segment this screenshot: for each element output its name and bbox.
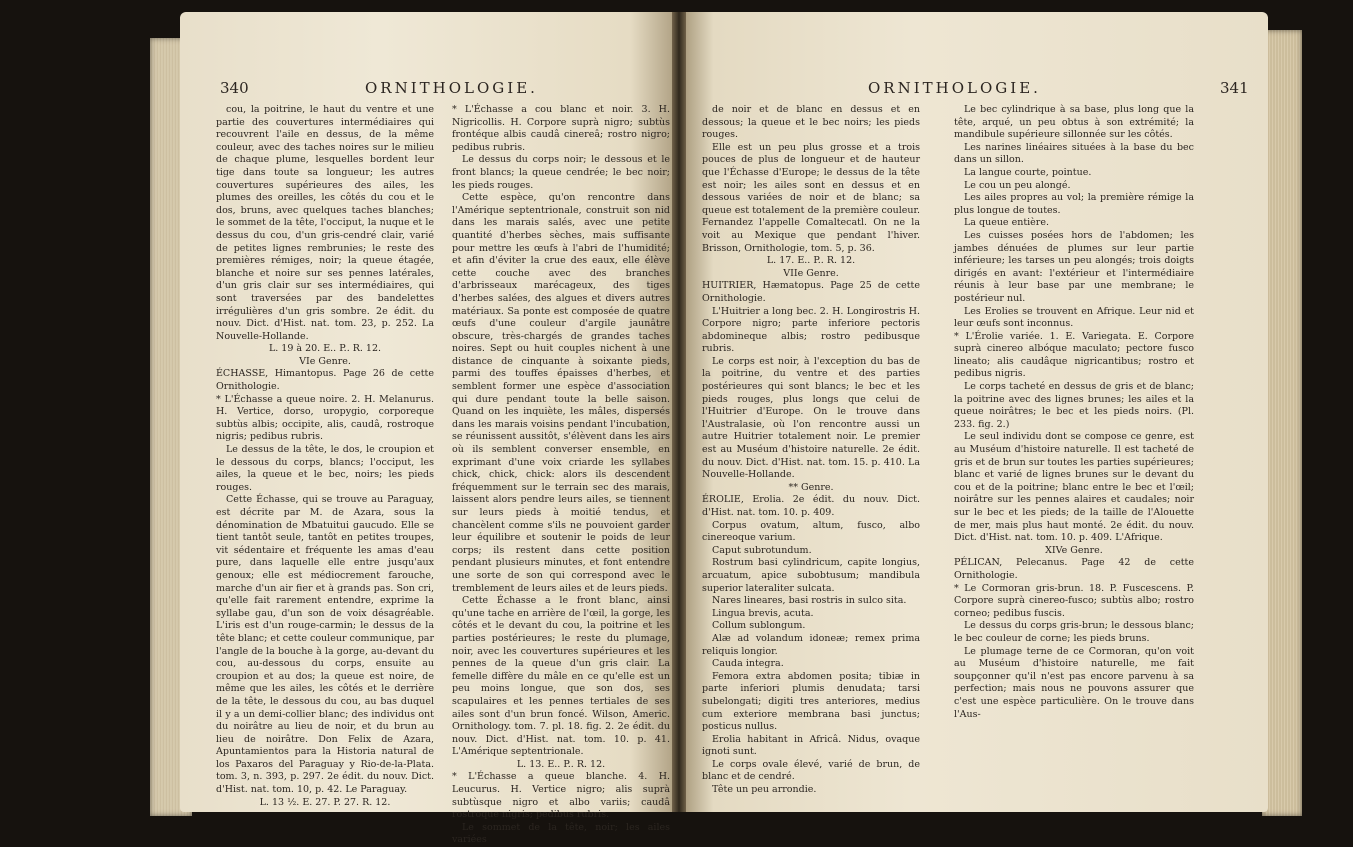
paragraph: PÉLICAN, Pelecanus. Page 42 de cette Ornithologie.	[954, 557, 1194, 581]
paragraph: * Le Cormoran gris-brun. 18. P. Fuscescens. P. Corpore suprà cinereo-fusco; subtùs albo; rostro corneo; pedibus fuscis.	[954, 582, 1194, 619]
paragraph: L. 19 à 20. E.. P.. R. 12.	[268, 343, 382, 355]
paragraph: ÉCHASSE, Himantopus. Page 26 de cette Ornithologie.	[216, 368, 434, 393]
paragraph: Les narines linéaires situées à la base du bec dans un sillon.	[954, 141, 1194, 166]
paragraph: Le seul individu dont se compose ce genre, est au Muséum d'histoire naturelle. Il est tacheté de gris et de brun sur toutes les parties supérieures; blanc et varié de lignes brunes sur le devant du cou et de la poitrine; blanc entre le bec et l'œil; noirâtre sur les pennes alaires et caudales; noir sur le bec et les pieds; de la taille de l'Alouette de mer, mais plus haut monté. 2e édit. du nouv. Dict. d'Hist. nat. tom. 10. p. 409. L'Afrique.	[954, 431, 1194, 544]
paragraph: Rostrum basi cylindricum, capite longius, arcuatum, apice subobtusum; mandibula superior lateraliter sulcata.	[702, 557, 920, 594]
paragraph: XIVe Genre.	[1045, 544, 1103, 556]
paragraph: Elle est un peu plus grosse et a trois pouces de plus de longueur et de hauteur que l'Échasse d'Europe; le dessus de la tête est noir; les ailes sont en dessus et en dessous variées de noir et de blanc; sa queue est totalement de la première couleur. Fernandez l'appelle Comaltecatl. On ne la voit au Mexique que pendant l'hiver. Brisson, Ornithologie, tom. 5, p. 36.	[702, 141, 920, 254]
paragraph: Le dessus du corps noir; le dessous et le front blancs; la queue cendrée; le bec noir; les pieds rouges.	[452, 154, 670, 191]
paragraph: Le bec cylindrique à sa base, plus long que la tête, arqué, un peu obtus à son extrémité; la mandibule supérieure sillonnée sur les côtés.	[954, 104, 1194, 141]
paragraph: Erolia habitant in Africâ. Nidus, ovaque ignoti sunt.	[702, 733, 920, 758]
right-column-2	[954, 104, 1194, 804]
paragraph: ** Genre.	[788, 481, 834, 493]
paragraph: L'Huitrier a long bec. 2. H. Longirostris H. Corpore nigro; parte inferiore pectoris abdomineque albis; rostro pedibusque rubris.	[702, 305, 920, 355]
left-column-2	[452, 104, 670, 846]
paragraph: Caput subrotundum.	[712, 544, 812, 556]
paragraph: de noir et de blanc en dessus et en dessous; la queue et le bec noirs; les pieds rouges.	[702, 104, 920, 141]
paragraph: L. 13 ½. E. 27. P. 27. R. 12.	[259, 796, 391, 808]
running-head: ORNITHOLOGIE.	[365, 79, 538, 97]
left-page	[180, 12, 680, 846]
paragraph: Femora extra abdomen posita; tibiæ in parte inferiori plumis denudata; tarsi subelongati; digiti tres anteriores, medius cum exteriore membrana basi junctus; posticus nullus.	[702, 670, 920, 733]
paragraph: Le cou un peu alongé.	[964, 179, 1071, 191]
right-page	[678, 12, 1268, 812]
paragraph: Lingua brevis, acuta.	[712, 607, 814, 619]
paragraph: Corpus ovatum, altum, fusco, albo cinereoque varium.	[702, 519, 920, 544]
page-number: 340	[220, 79, 249, 97]
paragraph: Cette Échasse a le front blanc, ainsi qu'une tache en arrière de l'œil, la gorge, les côtés et le devant du cou, la poitrine et les parties postérieures; le reste du plumage, noir, avec les couvertures supérieures et les pennes de la queue d'un gris clair. La femelle diffère du mâle en ce qu'elle est un peu moins longue, que son dos, ses scapulaires et les pennes tertiales de ses ailes sont d'un brun foncé. Wilson, Americ. Ornithology. tom. 7. pl. 18. fig. 2. 2e édit. du nouv. Dict. d'Hist. nat. tom. 10. p. 41. L'Amérique septentrionale.	[452, 595, 670, 758]
paragraph: Cette Échasse, qui se trouve au Paraguay, est décrite par M. de Azara, sous la dénomination de Mbatuitui gaucudo. Elle se tient tantôt seule, tantôt en petites troupes, vit sédentaire et fréquente les amas d'eau pure, dans laquelle elle entre jusqu'aux genoux; elle est médiocrement farouche, marche d'un air fier et à grands pas. Son cri, qu'elle fait rarement entendre, exprime la syllabe gau, d'un son de voix désagréable. L'iris est d'un rouge-carmin; le dessus de la tête blanc; et cette couleur communique, par l'angle de la bouche à la gorge, au-devant du cou, au-dessous du corps, ensuite au croupion et au dos; la queue est noire, de même que les ailes, les côtés et le derrière de la tête, le dessous du cou, au bas duquel il y a un demi-collier blanc; des individus ont du noirâtre au lieu de noir, et du brun au lieu de noirâtre. Don Felix de Azara, Apuntamientos para la Historia natural de los Paxaros del Paraguay y Rio-de-la-Plata. tom. 3, n. 393, p. 297. 2e édit. du nouv. Dict. d'Hist. nat. tom. 10, p. 42. Le Paraguay.	[216, 494, 434, 796]
paragraph: * L'Échasse a queue blanche. 4. H. Leucurus. H. Vertice nigro; alis suprà subtùsque nigro et albo variis; caudâ rostroque nigris; pedibus rubris.	[452, 771, 670, 821]
paragraph: * L'Échasse a cou blanc et noir. 3. H. Nigricollis. H. Corpore suprà nigro; subtùs frontéque albis caudâ cinereâ; rostro nigro; pedibus rubris.	[452, 104, 670, 153]
paragraph: Collum sublongum.	[712, 620, 806, 632]
paragraph: * L'Échasse a queue noire. 2. H. Melanurus. H. Vertice, dorso, uropygio, corporeque subtùs albis; occipite, alis, caudâ, rostroque nigris; pedibus rubris.	[216, 393, 434, 443]
paragraph: La langue courte, pointue.	[964, 166, 1092, 178]
paragraph: Cauda integra.	[712, 658, 784, 670]
paragraph: HUITRIER, Hæmatopus. Page 25 de cette Ornithologie.	[702, 280, 920, 304]
paragraph: La queue entière.	[964, 217, 1049, 229]
left-column-1	[216, 104, 434, 808]
paragraph: Les cuisses posées hors de l'abdomen; les jambes dénuées de plumes sur leur partie inférieure; les tarses un peu alongés; trois doigts dirigés en avant: l'extérieur et l'intermédiaire réunis à leur base par une membrane; le postérieur nul.	[954, 229, 1194, 304]
paragraph: Le corps ovale élevé, varié de brun, de blanc et de cendré.	[702, 758, 920, 783]
paragraph: Les ailes propres au vol; la première rémige la plus longue de toutes.	[954, 192, 1194, 216]
right-column-1	[702, 104, 920, 804]
paragraph: Le corps tacheté en dessus de gris et de blanc; la poitrine avec des lignes brunes; les ailes et la queue noirâtres; le bec et les pieds noirs. (Pl. 233. fig. 2.)	[954, 381, 1194, 430]
paragraph: Le corps est noir, à l'exception du bas de la poitrine, du ventre et des parties postérieures qui sont blancs; le bec et les pieds rouges, plus longs que celui de l'Huitrier d'Europe. On le trouve dans l'Australasie, où l'on rencontre aussi un autre Huitrier totalement noir. Le premier est au Muséum d'histoire naturelle. 2e édit. du nouv. Dict. d'Hist. nat. tom. 15. p. 410. La Nouvelle-Hollande.	[702, 355, 920, 481]
paragraph: * L'Érolie variée. 1. E. Variegata. E. Corpore suprà cinereo albóque maculato; pectore fusco lineato; alis caudâque nigricantibus; rostro et pedibus nigris.	[954, 330, 1194, 380]
paragraph: Nares lineares, basi rostris in sulco sita.	[712, 595, 907, 607]
paragraph: Le plumage terne de ce Cormoran, qu'on voit au Muséum d'histoire naturelle, me fait soupçonner qu'il n'est pas encore parvenu à sa perfection; mais nous ne pouvons assurer que c'est une espèce particulière. On le trouve dans l'Aus-	[954, 645, 1194, 720]
paragraph: VIe Genre.	[299, 355, 351, 367]
paragraph: ÉROLIE, Erolia. 2e édit. du nouv. Dict. d'Hist. nat. tom. 10. p. 409.	[702, 494, 920, 518]
paragraph: Le dessus du corps gris-brun; le dessous blanc; le bec couleur de corne; les pieds bruns.	[954, 620, 1194, 644]
paragraph: Le sommet de la tête, noir; les ailes variées	[452, 821, 670, 846]
running-head: ORNITHOLOGIE.	[868, 79, 1041, 97]
paragraph: Le dessus de la tête, le dos, le croupion et le dessous du corps, blancs; l'occiput, les ailes, la queue et le bec, noirs; les pieds rouges.	[216, 444, 434, 493]
book-fore-edge-right	[1262, 30, 1302, 816]
book-gutter	[672, 12, 686, 812]
paragraph: L. 13. E.. P.. R. 12.	[516, 758, 606, 770]
paragraph: Alæ ad volandum idoneæ; remex prima reliquis longior.	[702, 632, 920, 657]
paragraph: L. 17. E.. P.. R. 12.	[766, 255, 856, 267]
paragraph: Tête un peu arrondie.	[712, 784, 817, 796]
paragraph: Les Erolies se trouvent en Afrique. Leur nid et leur œufs sont inconnus.	[954, 305, 1194, 330]
paragraph: VIIe Genre.	[783, 267, 839, 279]
paragraph: cou, la poitrine, le haut du ventre et une partie des couvertures intermédiaires qui recouvrent l'aile en dessus, de la même couleur, avec des taches noires sur le milieu de chaque plume, lesquelles bordent leur tige dans toute sa longueur; les autres couvertures supérieures des ailes, les plumes des oreilles, les côtés du cou et le dos, bruns, avec quelques taches blanches; le sommet de la tête, l'occiput, la nuque et le dessus du cou, d'un gris-cendré clair, varié de petites lignes rembrunies; le reste des premières rémiges, noir; la queue étagée, blanche et noire sur ses pennes latérales, d'un gris clair sur ses intermédiaires, qui sont traversées par des bandelettes irrégulières d'un gris sombre. 2e édit. du nouv. Dict. d'Hist. nat. tom. 23, p. 252. La Nouvelle-Hollande.	[216, 104, 434, 342]
paragraph: Cette espèce, qu'on rencontre dans l'Amérique septentrionale, construit son nid dans les marais salés, avec une petite quantité d'herbes sèches, mais suffisante pour mettre les œufs à l'abri de l'humidité; et afin d'éviter la crue des eaux, elle élève cette couche avec des branches d'arbrisseaux marécageux, des tiges d'herbes salées, des algues et divers autres matériaux. Sa ponte est composée de quatre œufs d'une couleur d'argile jaunâtre obscure, très-chargés de grandes taches noires. Sept ou huit couples nichent à une distance de cinquante à soixante pieds, parmi des touffes épaisses d'herbes, et semblent former une espèce d'association qui dure pendant toute la belle saison. Quand on les inquiète, les mâles, dispersés dans les marais voisins pendant l'incubation, se réunissent aussitôt, s'élèvent dans les airs où ils semblent converser ensemble, en exprimant d'une voix criarde les syllabes chick, chick, chick: alors ils descendent fréquemment sur le terrain sec des marais, laissent alors pendre leurs ailes, se tiennent sur leurs pieds à moitié tendus, et chancèlent comme s'ils ne pouvoient garder leur équilibre et soutenir le poids de leur corps; ils restent dans cette position pendant plusieurs minutes, et font entendre une sorte de son qui correspond avec le tremblement de leurs ailes et de leurs pieds.	[452, 192, 670, 594]
page-number: 341	[1220, 79, 1249, 97]
